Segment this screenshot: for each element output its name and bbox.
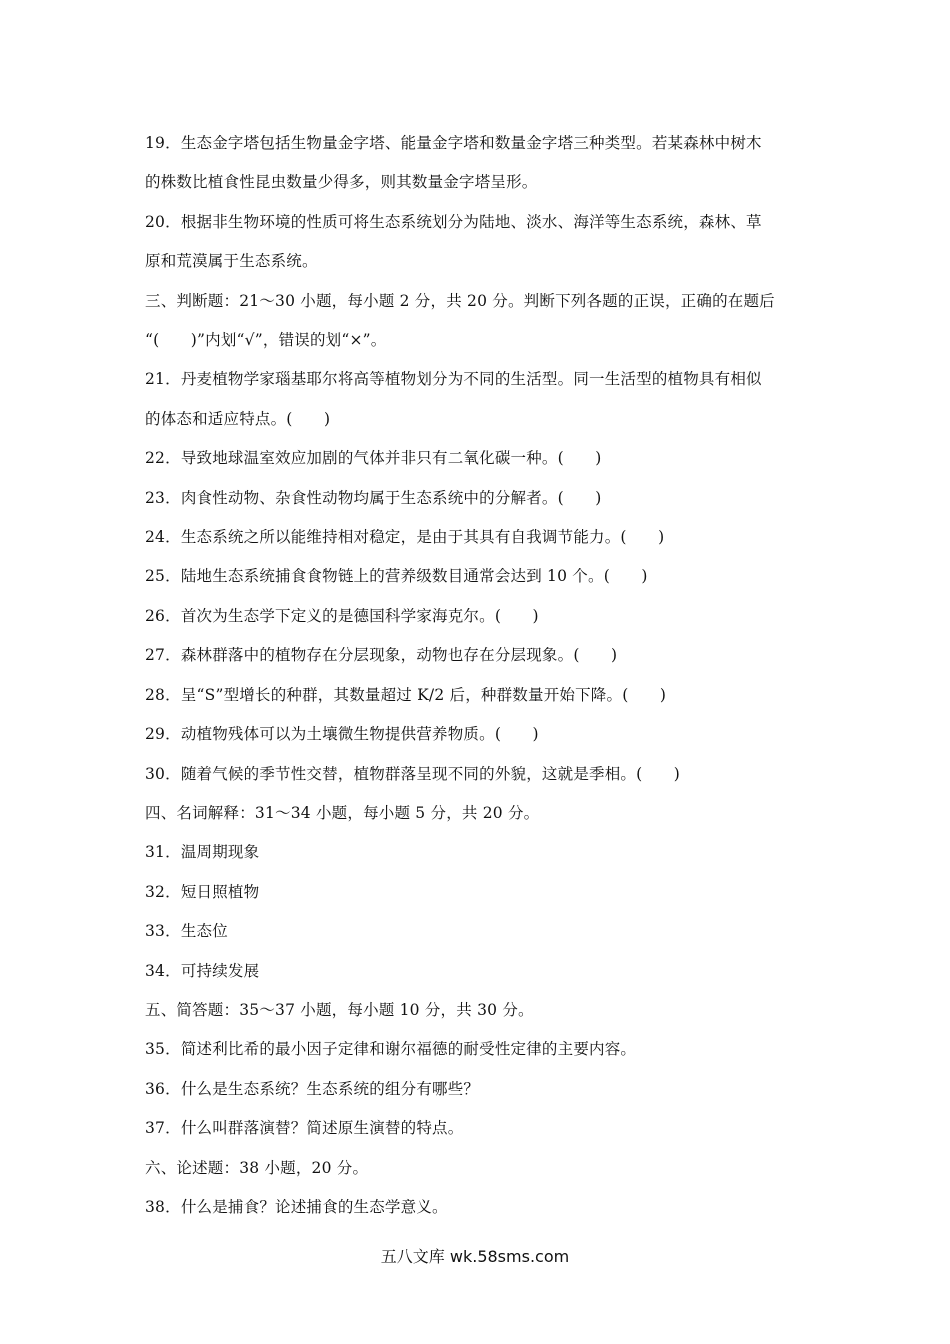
text-line: 37．什么叫群落演替？简述原生演替的特点。: [145, 1119, 464, 1138]
text-line: 的株数比植食性昆虫数量少得多，则其数量金字塔呈形。: [145, 173, 538, 192]
section-heading: 五、简答题：35～37 小题，每小题 10 分，共 30 分。: [145, 1000, 534, 1019]
text-line: 28．呈“S”型增长的种群，其数量超过 K/2 后，种群数量开始下降。( ): [145, 685, 667, 704]
text-line: 29．动植物残体可以为土壤微生物提供营养物质。( ): [145, 725, 539, 744]
text-line: 34．可持续发展: [145, 961, 260, 980]
text-line: 27．森林群落中的植物存在分层现象，动物也存在分层现象。( ): [145, 646, 618, 665]
text-line: 24．生态系统之所以能维持相对稳定，是由于其具有自我调节能力。( ): [145, 528, 665, 547]
text-line: 38．什么是捕食？论述捕食的生态学意义。: [145, 1197, 448, 1216]
section-heading: 三、判断题：21～30 小题，每小题 2 分，共 20 分。判断下列各题的正误，正确的在题后: [145, 291, 775, 310]
text-line: 20．根据非生物环境的性质可将生态系统划分为陆地、淡水、海洋等生态系统，森林、草: [145, 212, 762, 231]
text-line: 22．导致地球温室效应加剧的气体并非只有二氧化碳一种。( ): [145, 449, 602, 468]
text-line: 35．简述利比希的最小因子定律和谢尔福德的耐受性定律的主要内容。: [145, 1040, 637, 1059]
text-line: 32．短日照植物: [145, 882, 260, 901]
text-line: 30．随着气候的季节性交替，植物群落呈现不同的外貌，这就是季相。( ): [145, 764, 681, 783]
section-heading: 六、论述题：38 小题，20 分。: [145, 1158, 369, 1177]
section-heading: 四、名词解释：31～34 小题，每小题 5 分，共 20 分。: [145, 803, 540, 822]
text-line: 26．首次为生态学下定义的是德国科学家海克尔。( ): [145, 606, 539, 625]
text-line: 31．温周期现象: [145, 843, 260, 862]
text-line: 23．肉食性动物、杂食性动物均属于生态系统中的分解者。( ): [145, 488, 602, 507]
footer-watermark: 五八文库 wk.58sms.com: [380, 1247, 570, 1266]
text-line: 的体态和适应特点。( ): [145, 409, 331, 428]
text-line: 25．陆地生态系统捕食食物链上的营养级数目通常会达到 10 个。( ): [145, 567, 648, 586]
text-line: 19．生态金字塔包括生物量金字塔、能量金字塔和数量金字塔三种类型。若某森林中树木: [145, 134, 762, 152]
text-line: 36．什么是生态系统？生态系统的组分有哪些？: [145, 1079, 480, 1098]
text-line: “( )”内划“√”，错误的划“×”。: [145, 331, 387, 350]
text-line: 21．丹麦植物学家瑙基耶尔将高等植物划分为不同的生活型。同一生活型的植物具有相似: [145, 370, 762, 389]
text-line: 33．生态位: [145, 922, 228, 941]
text-line: 原和荒漠属于生态系统。: [145, 252, 318, 271]
exam-content: [145, 124, 810, 1227]
